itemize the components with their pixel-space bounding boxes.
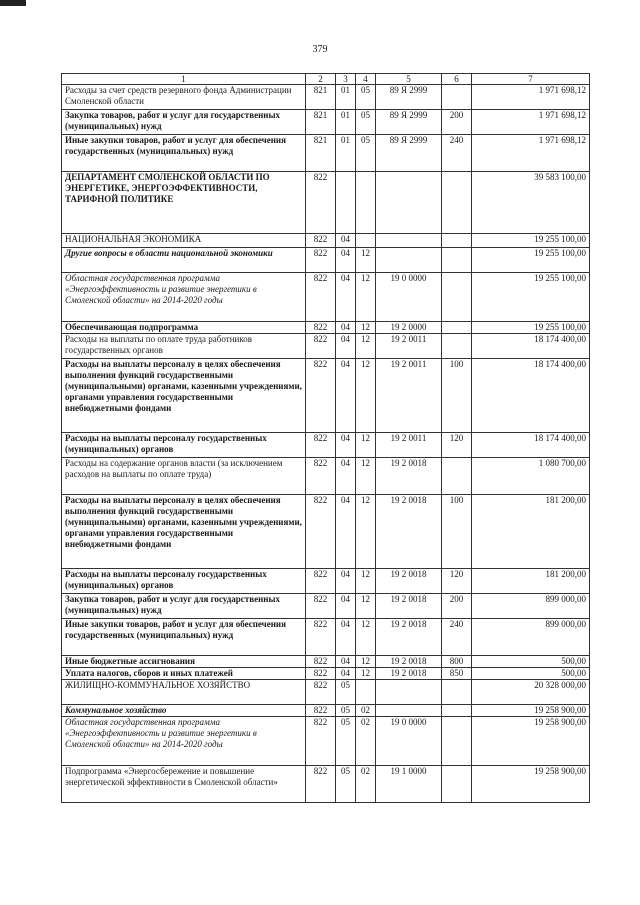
header-col-2: 2 [306,74,336,85]
row-code-ministry: 822 [306,433,336,458]
row-name: Иные закупки товаров, работ и услуг для обеспечения государственных (муниципальных) нужд [62,135,306,172]
row-code-section: 05 [336,717,356,766]
table-row [62,458,590,495]
row-code-expense-type [442,705,472,717]
row-name: ДЕПАРТАМЕНТ СМОЛЕНСКОЙ ОБЛАСТИ ПО ЭНЕРГЕТИКЕ, ЭНЕРГОЭФФЕКТИВНОСТИ, ТАРИФНОЙ ПОЛИТИКЕ [62,172,306,234]
row-code-expense-type: 120 [442,433,472,458]
row-name: Коммунальное хозяйство [62,705,306,717]
row-code-section: 04 [336,322,356,334]
row-code-section [336,172,356,234]
row-code-subsection: 12 [356,569,376,594]
row-code-expense-type [442,458,472,495]
table-row [62,135,590,172]
header-col-3: 3 [336,74,356,85]
row-name: Расходы на содержание органов власти (за исключением расходов на выплаты по оплате труда) [62,458,306,495]
row-code-expense-type [442,273,472,322]
row-name: Расходы на выплаты персоналу в целях обеспечения выполнения функций государственными (муниципальными) органами, казенными учреждениями, органами управления государственными внебюджетными фондами [62,359,306,433]
row-code-subsection: 05 [356,135,376,172]
row-code-target: 19 2 0018 [376,656,442,668]
row-code-section: 04 [336,334,356,359]
row-code-target [376,248,442,273]
table-row [62,273,590,322]
row-code-expense-type [442,680,472,705]
row-name: Расходы на выплаты персоналу государственных (муниципальных) органов [62,569,306,594]
row-name: Расходы на выплаты персоналу в целях обеспечения выполнения функций государственными (муниципальными) органами, казенными учреждениями, органами управления государственными внебюджетными фондами [62,495,306,569]
row-code-section: 05 [336,705,356,717]
table-row [62,495,590,569]
row-amount: 1 971 698,12 [472,85,590,110]
row-name: Расходы на выплаты по оплате труда работников государственных органов [62,334,306,359]
row-code-target: 89 Я 2999 [376,110,442,135]
row-amount: 18 174 400,00 [472,359,590,433]
row-code-section: 01 [336,85,356,110]
row-amount: 19 258 900,00 [472,766,590,803]
row-code-expense-type [442,322,472,334]
row-code-subsection: 05 [356,110,376,135]
table-row [62,619,590,656]
row-amount: 19 258 900,00 [472,717,590,766]
row-code-section: 05 [336,766,356,803]
row-code-subsection: 12 [356,334,376,359]
row-code-ministry: 822 [306,619,336,656]
row-name: Иные закупки товаров, работ и услуг для обеспечения государственных (муниципальных) нужд [62,619,306,656]
row-code-target [376,705,442,717]
row-code-target: 19 1 0000 [376,766,442,803]
row-amount: 181 200,00 [472,569,590,594]
row-code-expense-type [442,172,472,234]
row-name: Расходы на выплаты персоналу государственных (муниципальных) органов [62,433,306,458]
row-code-expense-type: 800 [442,656,472,668]
row-name: Закупка товаров, работ и услуг для государственных (муниципальных) нужд [62,110,306,135]
row-amount: 1 971 698,12 [472,135,590,172]
row-code-expense-type [442,85,472,110]
row-code-expense-type [442,717,472,766]
scan-edge-mark [0,0,26,6]
header-col-7: 7 [472,74,590,85]
row-code-target: 19 0 0000 [376,717,442,766]
table-row [62,234,590,248]
row-code-expense-type: 850 [442,668,472,680]
table-row [62,322,590,334]
row-code-ministry: 822 [306,273,336,322]
row-amount: 1 080 700,00 [472,458,590,495]
row-code-expense-type [442,234,472,248]
row-code-subsection: 02 [356,717,376,766]
row-code-ministry: 822 [306,766,336,803]
row-code-subsection: 12 [356,619,376,656]
row-code-subsection: 02 [356,705,376,717]
row-code-target: 89 Я 2999 [376,85,442,110]
row-code-subsection: 12 [356,668,376,680]
row-code-target: 19 2 0000 [376,322,442,334]
row-code-section: 01 [336,110,356,135]
row-code-target: 19 2 0011 [376,433,442,458]
row-code-ministry: 822 [306,322,336,334]
header-col-1: 1 [62,74,306,85]
row-code-ministry: 822 [306,717,336,766]
table-row [62,433,590,458]
row-code-expense-type [442,248,472,273]
row-name: Уплата налогов, сборов и иных платежей [62,668,306,680]
page-number: 379 [312,44,328,55]
row-code-subsection [356,172,376,234]
row-code-ministry: 822 [306,680,336,705]
row-code-subsection: 12 [356,433,376,458]
row-code-section: 04 [336,594,356,619]
row-code-target: 19 2 0018 [376,619,442,656]
row-amount: 500,00 [472,656,590,668]
row-code-subsection [356,680,376,705]
row-code-expense-type [442,766,472,803]
table-row [62,766,590,803]
row-code-target: 19 2 0018 [376,569,442,594]
row-code-ministry: 822 [306,334,336,359]
row-code-ministry: 821 [306,85,336,110]
table-row [62,172,590,234]
row-code-subsection: 02 [356,766,376,803]
row-code-section: 04 [336,668,356,680]
row-code-section: 04 [336,569,356,594]
row-code-ministry: 821 [306,135,336,172]
row-code-target: 19 2 0011 [376,334,442,359]
row-code-ministry: 822 [306,594,336,619]
row-code-target: 19 2 0018 [376,668,442,680]
row-name: Иные бюджетные ассигнования [62,656,306,668]
row-name: Обеспечивающая подпрограмма [62,322,306,334]
row-code-expense-type: 100 [442,495,472,569]
row-code-subsection: 12 [356,273,376,322]
row-code-expense-type [442,334,472,359]
table-header-row [62,74,590,85]
table-row [62,680,590,705]
row-code-subsection: 12 [356,495,376,569]
row-name: Областная государственная программа «Энергоэффективность и развитие энергетики в Смоленской области» на 2014-2020 годы [62,717,306,766]
row-code-expense-type: 240 [442,135,472,172]
row-code-section: 04 [336,433,356,458]
row-code-subsection: 12 [356,656,376,668]
row-amount: 181 200,00 [472,495,590,569]
row-code-target: 89 Я 2999 [376,135,442,172]
row-code-ministry: 822 [306,359,336,433]
row-code-subsection [356,234,376,248]
row-name: Другие вопросы в области национальной экономики [62,248,306,273]
row-code-ministry: 822 [306,569,336,594]
table-row [62,705,590,717]
row-amount: 19 255 100,00 [472,273,590,322]
table-row [62,85,590,110]
row-code-ministry: 821 [306,110,336,135]
row-code-ministry: 822 [306,668,336,680]
row-code-section: 04 [336,234,356,248]
row-name: Подпрограмма «Энергосбережение и повышение энергетической эффективности в Смоленской области» [62,766,306,803]
row-code-subsection: 12 [356,248,376,273]
row-amount: 18 174 400,00 [472,334,590,359]
row-code-section: 01 [336,135,356,172]
row-code-section: 04 [336,273,356,322]
table-row [62,717,590,766]
row-name: Областная государственная программа «Энергоэффективность и развитие энергетики в Смоленской области» на 2014-2020 годы [62,273,306,322]
row-code-subsection: 05 [356,85,376,110]
row-code-ministry: 822 [306,705,336,717]
row-code-expense-type: 120 [442,569,472,594]
row-name: НАЦИОНАЛЬНАЯ ЭКОНОМИКА [62,234,306,248]
row-code-section: 04 [336,656,356,668]
row-code-subsection: 12 [356,458,376,495]
row-code-ministry: 822 [306,172,336,234]
row-code-ministry: 822 [306,458,336,495]
table-row [62,110,590,135]
row-code-subsection: 12 [356,594,376,619]
row-code-section: 04 [336,248,356,273]
row-code-subsection: 12 [356,359,376,433]
row-amount: 500,00 [472,668,590,680]
table-row [62,594,590,619]
row-code-section: 05 [336,680,356,705]
row-code-target: 19 2 0018 [376,458,442,495]
row-amount: 19 255 100,00 [472,248,590,273]
row-amount: 19 255 100,00 [472,322,590,334]
row-name: ЖИЛИЩНО-КОММУНАЛЬНОЕ ХОЗЯЙСТВО [62,680,306,705]
row-code-expense-type: 200 [442,594,472,619]
row-code-expense-type: 100 [442,359,472,433]
row-code-subsection: 12 [356,322,376,334]
row-code-expense-type: 200 [442,110,472,135]
header-col-6: 6 [442,74,472,85]
row-amount: 1 971 698,12 [472,110,590,135]
row-code-target [376,680,442,705]
table-row [62,656,590,668]
row-code-target: 19 2 0018 [376,495,442,569]
table-row [62,334,590,359]
row-name: Закупка товаров, работ и услуг для государственных (муниципальных) нужд [62,594,306,619]
row-code-target [376,172,442,234]
row-code-target: 19 2 0018 [376,594,442,619]
row-amount: 39 583 100,00 [472,172,590,234]
table-row [62,248,590,273]
row-code-expense-type: 240 [442,619,472,656]
table-row [62,668,590,680]
row-amount: 20 328 000,00 [472,680,590,705]
row-code-section: 04 [336,359,356,433]
row-name: Расходы за счет средств резервного фонда Администрации Смоленской области [62,85,306,110]
row-code-ministry: 822 [306,495,336,569]
row-code-target: 19 0 0000 [376,273,442,322]
row-code-ministry: 822 [306,234,336,248]
row-amount: 899 000,00 [472,619,590,656]
row-amount: 899 000,00 [472,594,590,619]
row-code-ministry: 822 [306,656,336,668]
row-amount: 18 174 400,00 [472,433,590,458]
budget-table [61,73,590,803]
row-code-section: 04 [336,619,356,656]
table-row [62,569,590,594]
table-row [62,359,590,433]
header-col-5: 5 [376,74,442,85]
row-code-ministry: 822 [306,248,336,273]
row-amount: 19 258 900,00 [472,705,590,717]
row-code-section: 04 [336,495,356,569]
row-code-section: 04 [336,458,356,495]
row-code-target [376,234,442,248]
row-code-target: 19 2 0011 [376,359,442,433]
header-col-4: 4 [356,74,376,85]
row-amount: 19 255 100,00 [472,234,590,248]
